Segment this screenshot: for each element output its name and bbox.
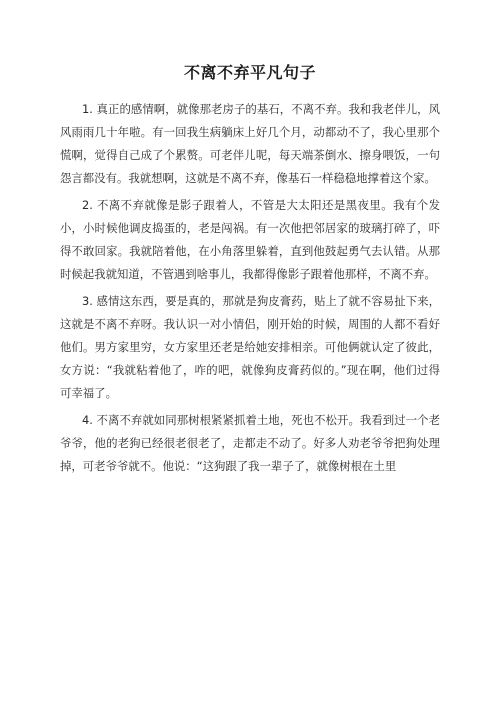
paragraph-2: 2. 不离不弃就像是影子跟着人，不管是大太阳还是黑夜里。我有个发小，小时候他调皮捣蛋的，老是闯祸。有一次他把邻居家的玻璃打碎了，吓得不敢回家。我就陪着他，在小角落里躲着，直到他鼓起勇气去认错。从那时候起我就知道，不管遇到啥事儿，我都得像影子跟着他那样，不离不弃。 — [60, 198, 440, 281]
paragraph-3: 3. 感情这东西，要是真的，那就是狗皮膏药，贴上了就不容易扯下来，这就是不离不弃呀。我认识一对小情侣，刚开始的时候，周围的人都不看好他们。男方家里穷，女方家里还老是给她安排相亲。可他俩就认定了彼此，女方说：“我就粘着他了，咋的吧，就像狗皮膏药似的。”现在啊，他们过得可幸福了。 — [60, 294, 440, 400]
paragraph-4: 4. 不离不弃就如同那树根紧紧抓着土地，死也不松开。我看到过一个老爷爷，他的老狗已经很老很老了，走都走不动了。好多人劝老爷爷把狗处理掉，可老爷爷就不。他说：“这狗跟了我一辈子了，就像树根在土里 — [60, 413, 440, 473]
document-title: 不离不弃平凡句子 — [183, 63, 316, 82]
paragraph-1: 1. 真正的感情啊，就像那老房子的基石，不离不弃。我和我老伴儿，风风雨雨几十年啦。有一回我生病躺床上好几个月，动都动不了，我心里那个慌啊，觉得自己成了个累赘。可老伴儿呢，每天端茶倒水、擦身喂饭，一句怨言都没有。我就想啊，这就是不离不弃，像基石一样稳稳地撑着这个家。 — [60, 102, 440, 185]
